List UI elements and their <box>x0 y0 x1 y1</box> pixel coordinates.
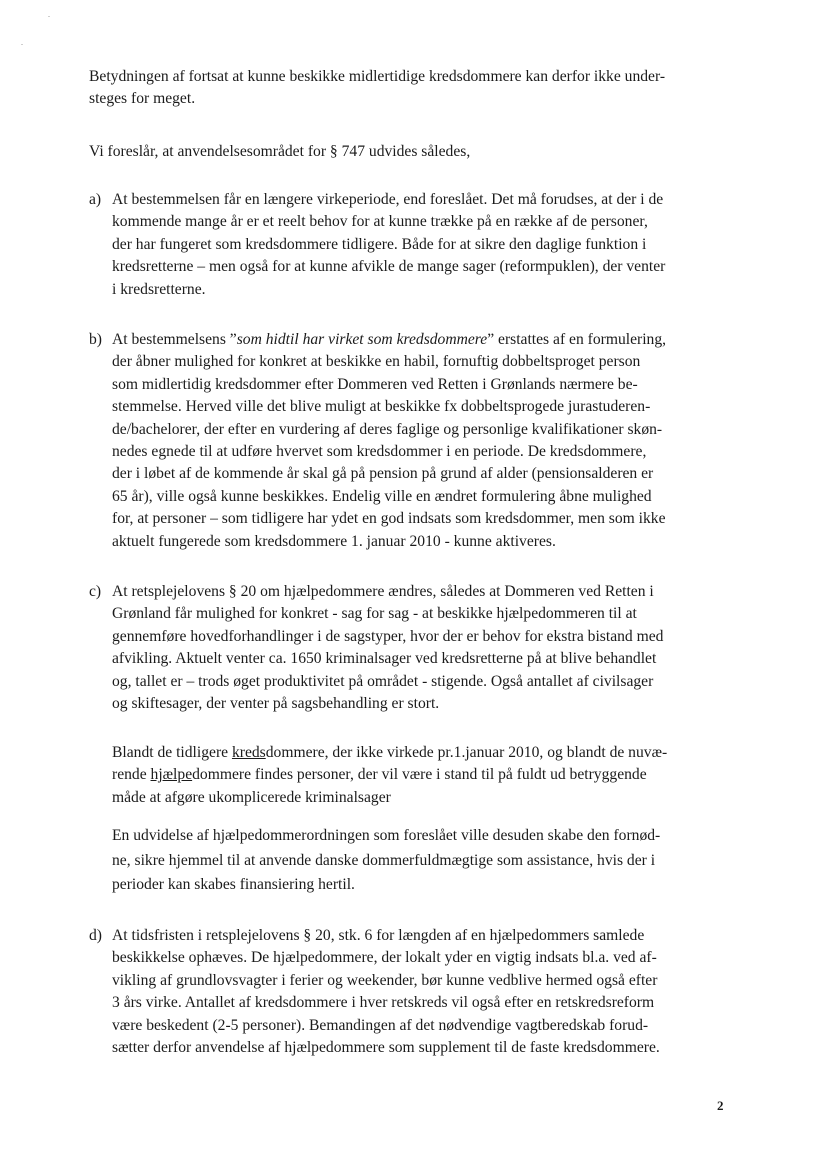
text-line: aktuelt fungerede som kredsdommere 1. januar 2010 - kunne aktiveres. <box>112 532 556 550</box>
text-line: sætter derfor anvendelse af hjælpedommere som supplement til de faste kredsdommere. <box>112 1039 660 1057</box>
underlined-text: kreds <box>231 744 266 761</box>
text-line: 65 år), ville også kunne beskikkes. Endelig ville en ændret formulering åbne mulighed <box>112 487 652 505</box>
item-a-marker: a) <box>89 191 102 208</box>
text-line: der i løbet af de kommende år skal gå på pension på grund af alder (pensionsalderen er <box>112 465 654 483</box>
text-line: ne, sikre hjemmel til at anvende danske dommerfuldmægtige som assistance, hvis der i <box>112 851 656 869</box>
text-line: afvikling. Aktuelt venter ca. 1650 kriminalsager ved kredsretterne på at blive behandlet <box>112 650 657 668</box>
text-run: dommere findes personer, der vil være i stand til på fuldt ud betryggende <box>192 766 647 784</box>
scan-speck <box>21 44 23 45</box>
text-line: måde at afgøre ukomplicerede kriminalsager <box>112 788 391 806</box>
text-line: At bestemmelsen får en længere virkeperiode, end foreslået. Det må forudses, at der i de <box>112 191 664 208</box>
text-run: At bestemmelsens ” <box>112 331 237 348</box>
underlined-text: hjælpe <box>150 766 193 784</box>
text-line: 3 års virke. Antallet af kredsdommere i hver retskreds vil også efter en retskredsreform <box>112 994 655 1012</box>
item-b-text <box>112 329 752 553</box>
text-line: At retsplejelovens § 20 om hjælpedommere ændres, således at Dommeren ved Retten i <box>112 583 654 600</box>
item-c-text <box>112 581 752 715</box>
item-b-marker: b) <box>89 331 102 348</box>
text-line: stemmelse. Herved ville det blive muligt at beskikke fx dobbeltsprogede jurastuderen- <box>112 398 651 416</box>
item-c-subparagraph-2 <box>112 824 752 898</box>
item-c-subparagraph-1 <box>112 742 752 809</box>
item-d-marker: d) <box>89 927 102 944</box>
text-line: vikling af grundlovsvagter i ferier og weekender, bør kunne vedblive hermed også efter <box>112 971 658 989</box>
text-line <box>112 329 752 351</box>
text-line: kommende mange år er et reelt behov for at kunne trække på en række af de personer, <box>112 213 648 231</box>
text-line: nedes egnede til at udføre hvervet som kredsdommer i en periode. De kredsdommere, <box>112 443 647 461</box>
text-run: Blandt de tidligere <box>112 744 232 761</box>
text-line: kredsretterne – men også for at kunne afvikle de mange sager (reformpuklen), der venter <box>112 258 666 276</box>
text-run: dommere, der ikke virkede pr.1.januar 2010, og blandt de nuvæ- <box>265 744 668 761</box>
text-line: perioder kan skabes finansiering hertil. <box>112 876 355 893</box>
text-line: Betydningen af fortsat at kunne beskikke midlertidige kredsdommere kan derfor ikke under- <box>89 68 666 85</box>
item-d-text <box>112 925 752 1059</box>
text-line: En udvidelse af hjælpedommerordningen som foreslået ville desuden skabe den fornød- <box>112 827 661 844</box>
text-line: de/bachelorer, der efter en vurdering af deres faglige og personlige kvalifikationer skøn- <box>112 420 663 438</box>
text-line: i kredsretterne. <box>112 280 206 298</box>
text-line <box>112 742 752 764</box>
text-line: som midlertidig kredsdommer efter Dommeren ved Retten i Grønlands nærmere be- <box>112 375 638 393</box>
item-c-marker: c) <box>89 583 102 600</box>
text-run: rende <box>112 766 151 784</box>
text-line: beskikkelse ophæves. De hjælpedommere, der lokalt yder en vigtig indsats bl.a. ved af- <box>112 949 657 967</box>
item-a-text <box>112 189 752 301</box>
text-line: der åbner mulighed for konkret at beskikke en habil, fornuftig dobbeltsproget person <box>112 353 641 371</box>
lead-sentence <box>89 141 749 163</box>
text-line: være beskedent (2-5 personer). Bemandingen af det nødvendige vagtberedskab forud- <box>112 1016 649 1034</box>
text-line <box>112 764 752 786</box>
text-line: og, tallet er – trods øget produktivitet på området - stigende. Også antallet af civilsager <box>112 672 654 690</box>
text-line: Grønland får mulighed for konkret - sag for sag - at beskikke hjælpedommeren til at <box>112 605 637 623</box>
text-line: steges for meget. <box>89 90 196 108</box>
page-number: 2 <box>717 1098 724 1113</box>
text-line: for, at personer – som tidligere har ydet en god indsats som kredsdommer, men som ikke <box>112 510 666 528</box>
quoted-italic-text: som hidtil har virket som kredsdommere <box>236 331 488 348</box>
text-line: At tidsfristen i retsplejelovens § 20, stk. 6 for længden af en hjælpedommers samlede <box>112 927 645 944</box>
text-line: Vi foreslår, at anvendelsesområdet for § 747 udvides således, <box>89 143 471 160</box>
text-run: ” erstattes af en formulering, <box>487 331 667 348</box>
text-line: gennemføre hovedforhandlinger i de sagstyper, hvor der er behov for ekstra bistand med <box>112 627 664 645</box>
scan-speck <box>48 16 50 17</box>
text-line: og skiftesager, der venter på sagsbehandling er stort. <box>112 695 440 713</box>
text-line: der har fungeret som kredsdommere tidligere. Både for at sikre den daglige funktion i <box>112 235 647 253</box>
intro-paragraph <box>89 66 749 111</box>
